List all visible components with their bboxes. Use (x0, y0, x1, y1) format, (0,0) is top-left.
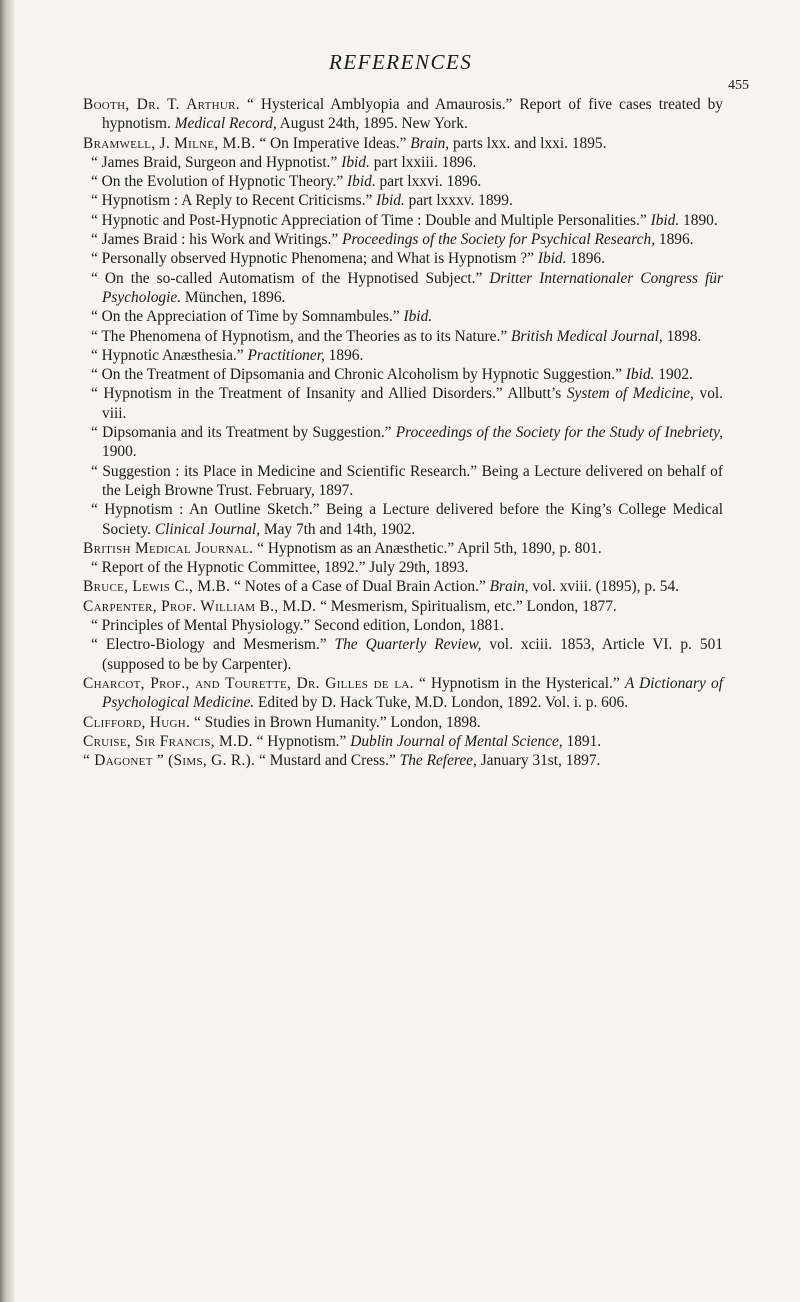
reference-author: Booth, Dr. T. Arthur. (83, 96, 240, 113)
reference-text: “ On Imperative Ideas.” (255, 134, 411, 152)
reference-text: 1900. (102, 443, 137, 461)
reference-entry (83, 327, 723, 346)
reference-text: “ Dipsomania and its Treatment by Suggestion.” (91, 424, 396, 442)
reference-source-title: Ibid. (650, 211, 680, 229)
reference-source-title: Proceedings of the Society for the Study of Inebriety, (395, 424, 723, 442)
reference-text: “ James Braid, Surgeon and Hypnotist.” (91, 153, 342, 171)
reference-text: 1902. (654, 366, 693, 384)
running-head: REFERENCES (329, 50, 473, 74)
reference-entry (83, 751, 723, 770)
reference-text: 1896. (655, 231, 694, 249)
reference-text: “ Studies in Brown Humanity.” London, 1898. (190, 713, 481, 731)
reference-author: “ Dagonet ” (Sims, G. R.). (83, 752, 256, 770)
reference-author: Bruce, Lewis C., M.B. (83, 578, 231, 596)
reference-text: München, 1896. (181, 288, 286, 306)
reference-text: “ On the so-called Automatism of the Hypnotised Subject.” (91, 269, 490, 287)
reference-text: “ Personally observed Hypnotic Phenomena; and What is Hypnotism ?” (91, 250, 538, 268)
reference-text: “ Report of the Hypnotic Committee, 1892.” July 29th, 1893. (91, 559, 469, 577)
reference-source-title: Dritter Internationaler Congress für Psychologie. (102, 269, 723, 306)
reference-entry (83, 539, 723, 558)
reference-entry (83, 95, 723, 134)
reference-source-title: Ibid. (341, 153, 370, 171)
reference-source-title: System of Medicine, (566, 385, 694, 403)
reference-entry (83, 346, 723, 365)
reference-text: “ Electro-Biology and Mesmerism.” (91, 636, 335, 654)
page-header (0, 50, 800, 93)
reference-source-title: Ibid. (403, 308, 433, 326)
reference-text: part lxxxv. 1899. (404, 192, 513, 210)
reference-text: “ Mesmerism, Spiritualism, etc.” London, 1877. (316, 597, 617, 615)
reference-text: “ Principles of Mental Physiology.” Second edition, London, 1881. (91, 617, 504, 635)
reference-source-title: Ibid. (347, 173, 376, 191)
reference-text: “ Hypnotism in the Hysterical.” (413, 674, 625, 692)
reference-source-title: A Dictionary of Psychological Medicine. (102, 674, 723, 712)
reference-entry (83, 713, 723, 732)
reference-source-title: Clinical Journal, (154, 520, 261, 538)
reference-source-title: Brain, (410, 134, 450, 152)
reference-entry (83, 635, 723, 674)
reference-list (83, 95, 723, 770)
reference-text: “ The Phenomena of Hypnotism, and the Theories as to its Nature.” (91, 327, 512, 345)
reference-source-title: The Referee, (399, 752, 477, 770)
page-number: 455 (728, 78, 749, 93)
reference-author: Clifford, Hugh. (83, 713, 191, 731)
reference-text: January 31st, 1897. (476, 752, 601, 770)
reference-entry (83, 230, 723, 249)
reference-entry (83, 500, 723, 539)
reference-text: parts lxx. and lxxi. 1895. (449, 134, 607, 152)
reference-text: 1896. (566, 250, 605, 268)
reference-entry (83, 134, 723, 153)
reference-author: Bramwell, J. Milne, M.B. (83, 134, 256, 152)
reference-author: Carpenter, Prof. William B., M.D. (83, 597, 317, 615)
reference-source-title: British Medical Journal, (511, 327, 663, 345)
reference-source-title: Dublin Journal of Mental Science, (350, 732, 563, 750)
reference-entry (83, 269, 723, 308)
reference-source-title: Proceedings of the Society for Psychical Research, (342, 231, 656, 249)
reference-author: Cruise, Sir Francis, M.D. (83, 732, 253, 750)
reference-text: vol. viii. (102, 385, 724, 422)
reference-entry (83, 172, 723, 191)
reference-text: part lxxvi. 1896. (375, 173, 482, 191)
reference-text: 1890. (679, 211, 718, 229)
reference-entry (83, 674, 723, 713)
reference-source-title: Ibid. (537, 250, 567, 268)
reference-text: “ On the Treatment of Dipsomania and Chronic Alcoholism by Hypnotic Suggestion.” (91, 366, 626, 384)
reference-entry (83, 597, 723, 616)
reference-text: vol. xviii. (1895), p. 54. (528, 578, 680, 596)
reference-text: August 24th, 1895. New York. (276, 115, 468, 133)
reference-text: “ Hypnotic and Post-Hypnotic Appreciation of Time : Double and Multiple Personalities.” (91, 211, 651, 229)
reference-text: “ Notes of a Case of Dual Brain Action.” (230, 578, 490, 596)
reference-source-title: Practitioner, (247, 346, 325, 364)
reference-entry (83, 191, 723, 210)
reference-entry (83, 365, 723, 384)
reference-entry (83, 153, 723, 172)
reference-author: Charcot, Prof., and Tourette, Dr. Gilles de la. (83, 674, 414, 692)
reference-text: “ Hypnotism : An Outline Sketch.” Being a Lecture delivered before the King’s College Medical Society. (91, 501, 723, 538)
reference-source-title: Medical Record, (174, 115, 277, 133)
reference-entry (83, 307, 723, 326)
reference-source-title: Ibid. (376, 192, 405, 210)
reference-text: “ On the Evolution of Hypnotic Theory.” (91, 173, 348, 191)
reference-text: “ Hypnotism.” (252, 732, 351, 750)
reference-text: “ Hypnotic Anæsthesia.” (91, 346, 248, 364)
reference-entry (83, 384, 723, 423)
reference-text: “ James Braid : his Work and Writings.” (91, 231, 343, 249)
page-edge-shadow (0, 0, 14, 1302)
reference-entry (83, 211, 723, 230)
reference-entry (83, 462, 723, 501)
reference-entry (83, 616, 723, 635)
reference-text: “ Mustard and Cress.” (255, 752, 400, 770)
reference-entry (83, 249, 723, 268)
reference-entry (83, 558, 723, 577)
reference-source-title: Brain, (489, 578, 529, 596)
reference-text: part lxxiii. 1896. (369, 153, 477, 171)
reference-text: “ Hysterical Amblyopia and Amaurosis.” Report of five cases treated by hypnotism. (102, 96, 723, 133)
reference-text: vol. xciii. 1853, Article VI. p. 501 (supposed to be by Carpenter). (102, 636, 723, 673)
reference-text: 1891. (562, 732, 602, 750)
reference-text: “ Suggestion : its Place in Medicine and Scientific Research.” Being a Lecture delivered on behalf of the Leigh Browne Trust. February, 1897. (91, 462, 723, 499)
reference-entry (83, 732, 723, 751)
reference-entry (83, 577, 723, 596)
reference-entry (83, 423, 723, 462)
reference-text: 1896. (324, 346, 364, 364)
reference-text: 1898. (662, 327, 702, 345)
reference-source-title: Ibid. (625, 366, 655, 384)
reference-text: Edited by D. Hack Tuke, M.D. London, 1892. Vol. i. p. 606. (254, 694, 629, 712)
reference-author: British Medical Journal. (83, 539, 254, 557)
reference-text: “ Hypnotism as an Anæsthetic.” April 5th, 1890, p. 801. (253, 539, 602, 557)
reference-text: May 7th and 14th, 1902. (260, 520, 416, 538)
reference-source-title: The Quarterly Review, (334, 636, 482, 654)
reference-text: “ Hypnotism : A Reply to Recent Criticisms.” (91, 192, 377, 210)
reference-text: “ On the Appreciation of Time by Somnambules.” (91, 308, 404, 326)
reference-text: “ Hypnotism in the Treatment of Insanity and Allied Disorders.” Allbutt’s (91, 385, 567, 403)
